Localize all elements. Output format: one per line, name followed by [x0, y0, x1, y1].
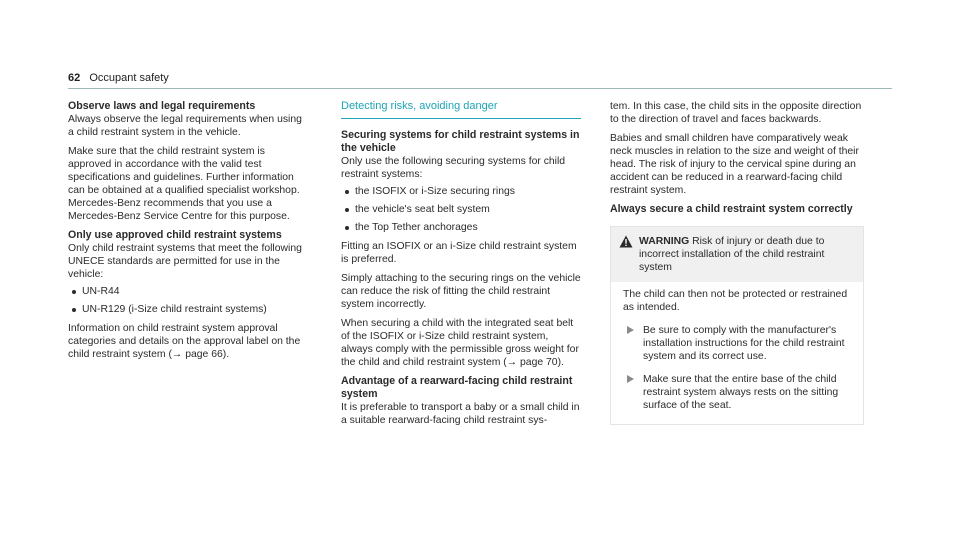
arrow-right-icon: [627, 326, 634, 334]
list-item: UN-R129 (i-Size child restraint systems): [68, 303, 308, 316]
paragraph: Always observe the legal requirements when using a child restraint system in the vehicle.: [68, 114, 302, 138]
paragraph: Simply attaching to the securing rings on the vehicle can reduce the risk of fitting the child restraint system incorrectly.: [341, 273, 581, 310]
warning-text: Risk of injury or death due to incorrect installation of the child restraint system: [639, 236, 825, 273]
column-1: [68, 100, 308, 367]
paragraph: Fitting an ISOFIX or an i-Size child restraint system is preferred.: [341, 241, 577, 265]
paragraph: It is preferable to transport a baby or a small child in a suitable rearward-facing child restraint sys-: [341, 402, 580, 426]
paragraph: Only child restraint systems that meet the following UNECE standards are permitted for use in the vehicle:: [68, 243, 302, 280]
heading-secure-correctly: Always secure a child restraint system correctly: [610, 203, 853, 215]
action-text: Make sure that the entire base of the child restraint system always rests on the sitting surface of the seat.: [643, 374, 839, 411]
heading-rearward-facing: Advantage of a rearward-facing child restraint system: [341, 375, 573, 400]
column-3: [610, 100, 872, 425]
warning-box: [610, 226, 864, 425]
column-2: [341, 100, 581, 433]
standards-list: [68, 285, 308, 316]
heading-legal-requirements: Observe laws and legal requirements: [68, 100, 256, 112]
warning-body: [611, 282, 863, 424]
page-header: [68, 72, 169, 84]
action-text: Be sure to comply with the manufacturer's installation instructions for the child restraint system and its correct use.: [643, 325, 845, 362]
paragraph-page-ref: Information on child restraint system approval categories and details on the approval label on the child restraint system (→ page 66).: [68, 323, 301, 360]
section-title: Detecting risks, avoiding danger: [341, 100, 581, 119]
list-item: the vehicle's seat belt system: [341, 203, 581, 216]
list-item: the ISOFIX or i-Size securing rings: [341, 185, 581, 198]
list-item: the Top Tether anchorages: [341, 221, 581, 234]
paragraph: Only use the following securing systems for child restraint systems:: [341, 156, 566, 180]
action-item: [623, 373, 855, 412]
paragraph: tem. In this case, the child sits in the opposite direction to the direction of travel and faces backwards.: [610, 101, 862, 125]
warning-triangle-icon: [619, 235, 633, 248]
section-name: Occupant safety: [89, 72, 169, 84]
paragraph: Babies and small children have comparatively weak neck muscles in relation to the size and weight of their head. The risk of injury to the cervical spine during an accident can be reduced in a rearward-facing child restraint system.: [610, 133, 859, 196]
action-item: [623, 324, 855, 363]
paragraph-page-ref: When securing a child with the integrated seat belt of the ISOFIX or i-Size child restraint system, always comply with the permissible gross weight for the child and child restraint system (→ page 70).: [341, 318, 579, 368]
page-number: 62: [68, 72, 81, 84]
paragraph: Make sure that the child restraint system is approved in accordance with the valid test specifications and guidelines. Further information can be obtained at a qualified specialist workshop. Mercedes-Benz recommends that you use a Mercedes-Benz Service Centre for this purpose.: [68, 146, 300, 222]
warning-body-text: The child can then not be protected or restrained as intended.: [623, 289, 848, 313]
arrow-right-icon: [627, 375, 634, 383]
securing-systems-list: [341, 185, 581, 234]
heading-securing-systems: Securing systems for child restraint systems in the vehicle: [341, 129, 580, 154]
warning-header: [611, 227, 863, 282]
list-item: UN-R44: [68, 285, 308, 298]
header-rule: [68, 88, 892, 89]
heading-approved-systems: Only use approved child restraint systems: [68, 229, 282, 241]
warning-label: WARNING: [639, 236, 690, 247]
